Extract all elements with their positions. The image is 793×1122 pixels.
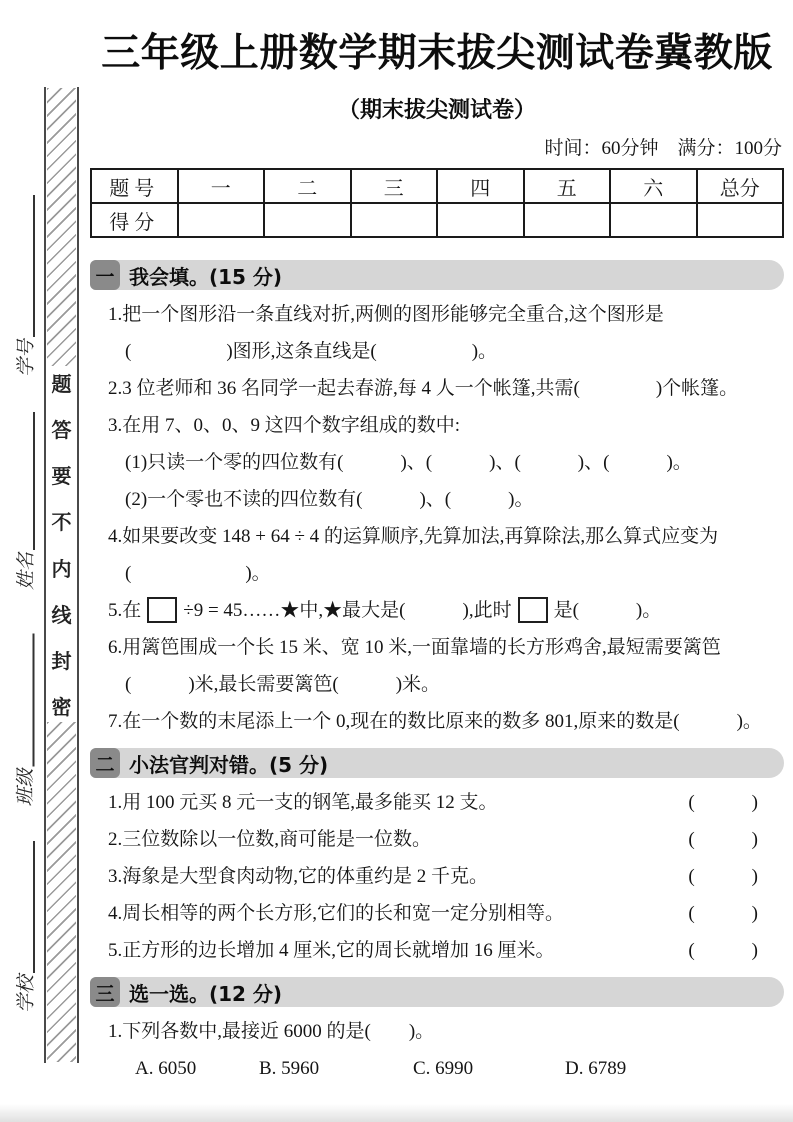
school-blank-line: [33, 841, 35, 973]
choice-option-d: D. 6789: [565, 1058, 627, 1079]
name-label: 姓名: [16, 551, 37, 590]
fill-q5-answer-box: [147, 597, 177, 623]
seal-char: 密: [51, 696, 72, 719]
section-fill-heading: 我会填。(15 分): [129, 264, 283, 289]
name-field: [16, 400, 38, 590]
fill-q7: 7.在一个数的末尾添上一个 0,现在的数比原来的数多 801,原来的数是( )。: [108, 711, 762, 732]
choice-q1-options: [90, 1050, 784, 1087]
fill-q2: 2.3 位老师和 36 名同学一起去春游,每 4 人一个帐篷,共需( )个帐篷。: [108, 378, 739, 399]
fill-q6-line1: 6.用篱笆围成一个长 15 米、宽 10 米,一面靠墙的长方形鸡舍,最短需要篱笆: [108, 637, 721, 658]
score-cell-empty: [351, 203, 438, 237]
section-judge-number-badge: 二: [90, 748, 120, 778]
judge-q5: [90, 932, 784, 969]
fill-q4-line2: ( )。: [125, 563, 271, 584]
student-id-field: [16, 183, 38, 377]
judge-q3-answer-bracket: ( ): [688, 866, 758, 887]
seal-hatch-pattern-bottom: [47, 722, 76, 1062]
seal-hatch-pattern-top: [47, 88, 76, 366]
section-fill-questions: [90, 296, 784, 740]
section-choice-number-badge: 三: [90, 977, 120, 1007]
judge-q3: [90, 858, 784, 895]
fill-q1-line1: 1.把一个图形沿一条直线对折,两侧的图形能够完全重合,这个图形是: [108, 304, 664, 325]
score-table-score-row: [91, 203, 783, 237]
score-table-header-cell: 五: [524, 169, 611, 203]
fill-q6-line2: ( )米,最长需要篱笆( )米。: [125, 674, 441, 695]
section-choice-header: [90, 977, 784, 1007]
judge-q2: [90, 821, 784, 858]
score-table-header-cell: 一: [178, 169, 265, 203]
fill-q5-part1: 5.在: [108, 600, 142, 621]
class-label: 班级: [15, 768, 37, 807]
page-subtitle: （期末拔尖测试卷）: [337, 98, 536, 123]
score-cell-empty: [437, 203, 524, 237]
score-summary-table: [90, 168, 784, 238]
choice-option-b: B. 5960: [259, 1058, 320, 1079]
fill-q3-intro: 3.在用 7、0、0、9 这四个数字组成的数中:: [108, 415, 461, 436]
section-choice-heading: 选一选。(12 分): [129, 981, 283, 1006]
score-table-header-cell: 题号: [91, 169, 178, 203]
section-choice-questions: [90, 1013, 784, 1087]
page-title: 三年级上册数学期末拔尖测试卷冀教版: [101, 31, 773, 76]
score-table-header-cell: 三: [351, 169, 438, 203]
score-cell-empty: [264, 203, 351, 237]
score-row-label: 得分: [91, 203, 178, 237]
judge-q4-text: 4.周长相等的两个长方形,它们的长和宽一定分别相等。: [108, 903, 565, 924]
seal-border-line-right: [77, 87, 79, 1063]
score-table-header-cell: 总分: [697, 169, 784, 203]
fill-q3-sub1: (1)只读一个零的四位数有( )、( )、( )、( )。: [125, 452, 692, 473]
judge-q5-text: 5.正方形的边长增加 4 厘米,它的周长就增加 16 厘米。: [108, 940, 555, 961]
judge-q1-text: 1.用 100 元买 8 元一支的钢笔,最多能买 12 支。: [108, 792, 498, 813]
judge-q2-answer-bracket: ( ): [688, 829, 758, 850]
score-cell-empty: [697, 203, 784, 237]
class-field: [16, 620, 38, 807]
judge-q4: [90, 895, 784, 932]
section-fill-number-badge: 一: [90, 260, 120, 290]
fill-q5: [90, 592, 784, 629]
name-blank-line: [33, 412, 35, 550]
judge-q5-answer-bracket: ( ): [688, 940, 758, 961]
score-table-header-cell: 四: [437, 169, 524, 203]
judge-q3-text: 3.海象是大型食肉动物,它的体重约是 2 千克。: [108, 866, 489, 887]
seal-char: 要: [51, 466, 72, 489]
score-cell-empty: [178, 203, 265, 237]
judge-q1-answer-bracket: ( ): [688, 792, 758, 813]
section-fill-header: [90, 260, 784, 290]
student-id-label: 学号: [16, 338, 37, 377]
fill-q1-line2: ( )图形,这条直线是( )。: [125, 341, 498, 362]
seal-char: 题: [51, 374, 72, 396]
score-table-header-cell: 二: [264, 169, 351, 203]
fill-q5-part2: ÷9 = 45……★中,★最大是( ),此时: [183, 600, 512, 621]
section-judge-questions: [90, 784, 784, 969]
school-label: 学校: [16, 974, 37, 1013]
score-cell-empty: [610, 203, 697, 237]
score-table-header-row: [91, 169, 783, 203]
score-table-header-cell: 六: [610, 169, 697, 203]
fill-q3-sub2: (2)一个零也不读的四位数有( )、( )。: [125, 489, 534, 510]
fill-q5-answer-box: [518, 597, 548, 623]
photo-bottom-shadow: [0, 1104, 793, 1122]
judge-q4-answer-bracket: ( ): [688, 903, 758, 924]
judge-q2-text: 2.三位数除以一位数,商可能是一位数。: [108, 829, 432, 850]
judge-q1: [90, 784, 784, 821]
seal-char: 内: [51, 558, 72, 581]
class-blank-line: [33, 633, 35, 766]
fill-q4-line1: 4.如果要改变 148 + 64 ÷ 4 的运算顺序,先算加法,再算除法,那么算式应变为: [108, 526, 719, 547]
choice-q1: 1.下列各数中,最接近 6000 的是( )。: [108, 1021, 435, 1042]
seal-char: 答: [51, 420, 72, 443]
choice-option-a: A. 6050: [135, 1058, 197, 1079]
fill-q5-part3: 是( )。: [553, 600, 662, 621]
choice-option-c: C. 6990: [413, 1058, 474, 1079]
student-id-blank-line: [33, 195, 35, 337]
main-content: [90, 28, 784, 1087]
seal-char: 不: [51, 512, 72, 535]
time-and-score-info: 时间：60分钟 满分：100分: [544, 138, 782, 159]
section-judge-header: [90, 748, 784, 778]
score-cell-empty: [524, 203, 611, 237]
seal-char: 线: [51, 604, 72, 627]
section-judge-heading: 小法官判对错。(5 分): [129, 752, 329, 777]
school-field: [16, 827, 38, 1013]
seal-vertical-text: [46, 368, 77, 720]
seal-char: 封: [51, 650, 72, 673]
